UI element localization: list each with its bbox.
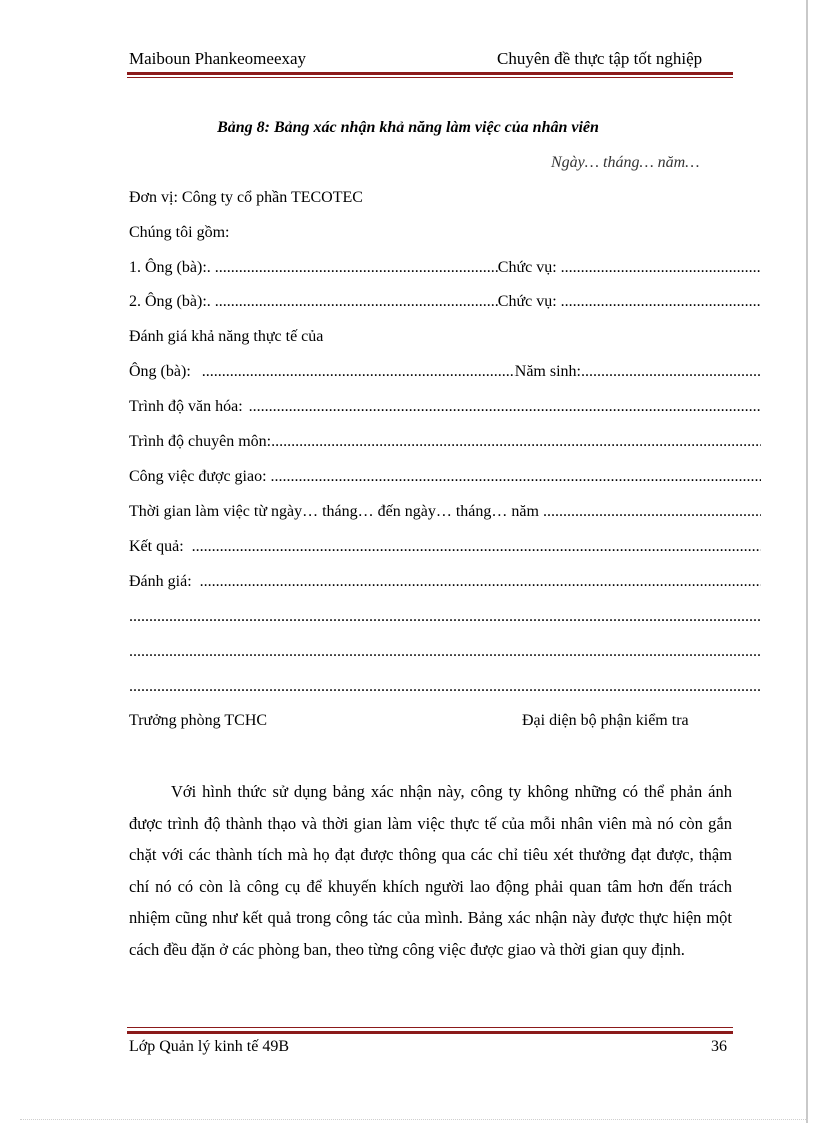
education-line [129, 396, 761, 418]
body-paragraph [129, 776, 732, 965]
footer-class-name: Lớp Quản lý kinh tế 49B [129, 1038, 289, 1055]
members-label: Chúng tôi gồm: [129, 224, 230, 241]
assessment-continuation-2 [129, 641, 761, 663]
assessment-continuation-1 [129, 606, 761, 628]
table-title: Bảng 8: Bảng xác nhận khả năng làm việc của nhân viên [217, 119, 599, 136]
date-line: Ngày… tháng… năm… [551, 154, 700, 171]
assessment-label: Đánh giá: [129, 573, 192, 590]
header-rule-thick [127, 72, 733, 75]
person1-position-field [557, 257, 761, 279]
person1-name-field [211, 257, 498, 279]
assessment-field [192, 571, 761, 593]
person2-line [129, 291, 761, 313]
person1-label: 1. Ông (bà):. [129, 259, 211, 276]
education-field [243, 396, 761, 418]
person2-position-field [557, 291, 761, 313]
person2-name-field [211, 291, 498, 313]
signature-left: Trưởng phòng TCHC [129, 712, 268, 729]
dotted-line [129, 641, 761, 663]
person1-position-label: Chức vụ: [497, 259, 557, 276]
result-field [184, 536, 761, 558]
footer-page-number: 36 [711, 1038, 727, 1055]
assigned-work-line [129, 466, 761, 488]
header-rule-thin [127, 77, 733, 78]
work-period-field [539, 501, 761, 523]
dotted-line [129, 676, 761, 698]
unit-line [129, 187, 761, 209]
assessment-line [129, 571, 761, 593]
person2-position-label: Chức vụ: [497, 293, 557, 310]
members-line [129, 222, 761, 244]
specialty-field [271, 431, 761, 453]
page-border-bottom [20, 1119, 808, 1120]
subject-label: Ông (bà): [129, 363, 191, 380]
result-label: Kết quả: [129, 538, 184, 555]
header-subject: Chuyên đề thực tập tốt nghiệp [497, 49, 703, 68]
dotted-line [129, 606, 761, 628]
footer-rule-thick [127, 1031, 733, 1034]
page-border-right [806, 0, 808, 1123]
birth-year-field [581, 361, 761, 383]
work-period-label: Thời gian làm việc từ ngày… tháng… đến ngày… tháng… năm [129, 503, 539, 520]
education-label: Trình độ văn hóa: [129, 398, 243, 415]
person1-line [129, 257, 761, 279]
assigned-work-label: Công việc được giao: [129, 468, 267, 485]
specialty-label: Trình độ chuyên môn: [129, 433, 272, 450]
assessment-continuation-3 [129, 676, 761, 698]
evaluate-label: Đánh giá khả năng thực tế của [129, 328, 324, 345]
evaluate-line [129, 326, 761, 348]
birth-year-label: Năm sinh: [514, 363, 581, 380]
subject-name-field [191, 361, 515, 383]
signature-right: Đại diện bộ phận kiểm tra [522, 712, 689, 729]
result-line [129, 536, 761, 558]
specialty-line [129, 431, 761, 453]
work-period-line [129, 501, 761, 523]
header-author: Maiboun Phankeomeexay [129, 49, 307, 68]
footer-rule-thin [127, 1027, 733, 1028]
unit-text: Đơn vị: Công ty cổ phần TECOTEC [129, 189, 363, 206]
subject-line [129, 361, 761, 383]
paragraph-text: Với hình thức sử dụng bảng xác nhận này, công ty không những có thể phản ánh được trình độ thành thạo và thời gian làm việc thực tế của mỗi nhân viên mà nó còn gắn chặt với các thành tích mà họ đạt được thông qua các chỉ tiêu xét thưởng đạt được, thậm chí nó có còn là công cụ để khuyến khích người lao động phải quan tâm hơn đến trách nhiệm cũng như kết quả trong công tác của mình. Bảng xác nhận này được thực hiện một cách đều đặn ở các phòng ban, theo từng công việc được giao và thời gian quy định. [129, 782, 732, 959]
person2-label: 2. Ông (bà):. [129, 293, 211, 310]
assigned-work-field [267, 466, 761, 488]
